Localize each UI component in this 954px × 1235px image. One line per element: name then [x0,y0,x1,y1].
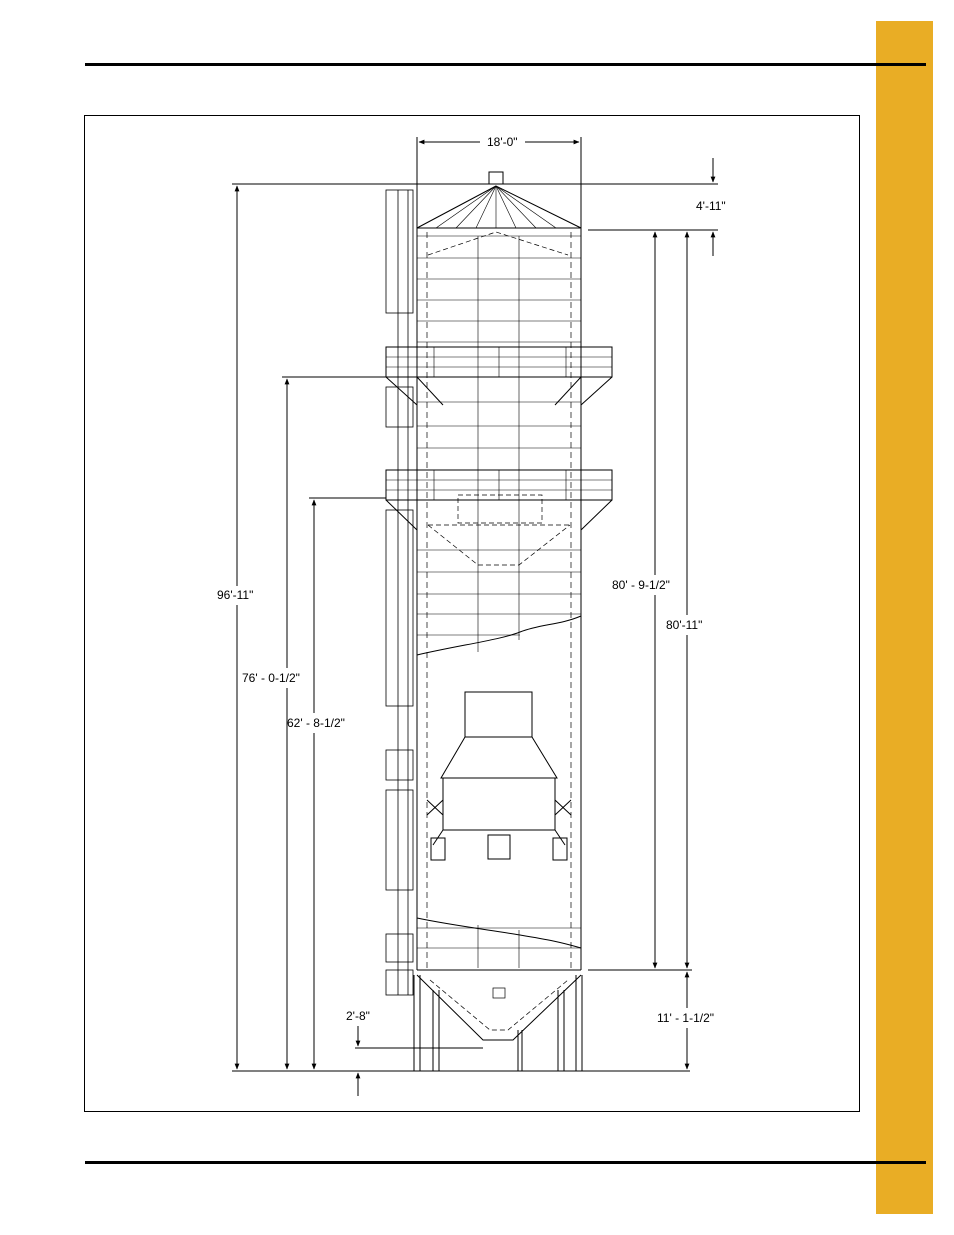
ladder-cage [386,190,413,995]
cutaway-lower [417,918,581,948]
dim-upper-deck-label: 76' - 0-1/2" [242,671,300,685]
support-legs [414,975,582,1071]
dim-hopper-height-label: 11' - 1-1/2" [657,1011,715,1025]
dim-eave-height-label: 80'-11" [666,618,703,632]
lower-deck [386,470,612,530]
roof-cap [489,172,503,184]
upper-deck [386,347,612,405]
hopper-cone [417,970,581,1040]
cutaway-upper [417,616,581,655]
dim-overall-height-label: 96'-11" [217,588,254,602]
dim-hopper-clearance-label: 2'-8" [346,1009,370,1023]
dim-eave-to-hopper-label: 80' - 9-1/2" [612,578,670,592]
dim-diameter-label: 18'-0" [487,135,518,149]
dimension-lines [232,137,718,1096]
dim-lower-deck-label: 62' - 8-1/2" [287,716,345,730]
inner-unit [427,692,571,860]
wall-rings [417,236,581,652]
dim-roof-peak-label: 4'-11" [696,199,726,213]
